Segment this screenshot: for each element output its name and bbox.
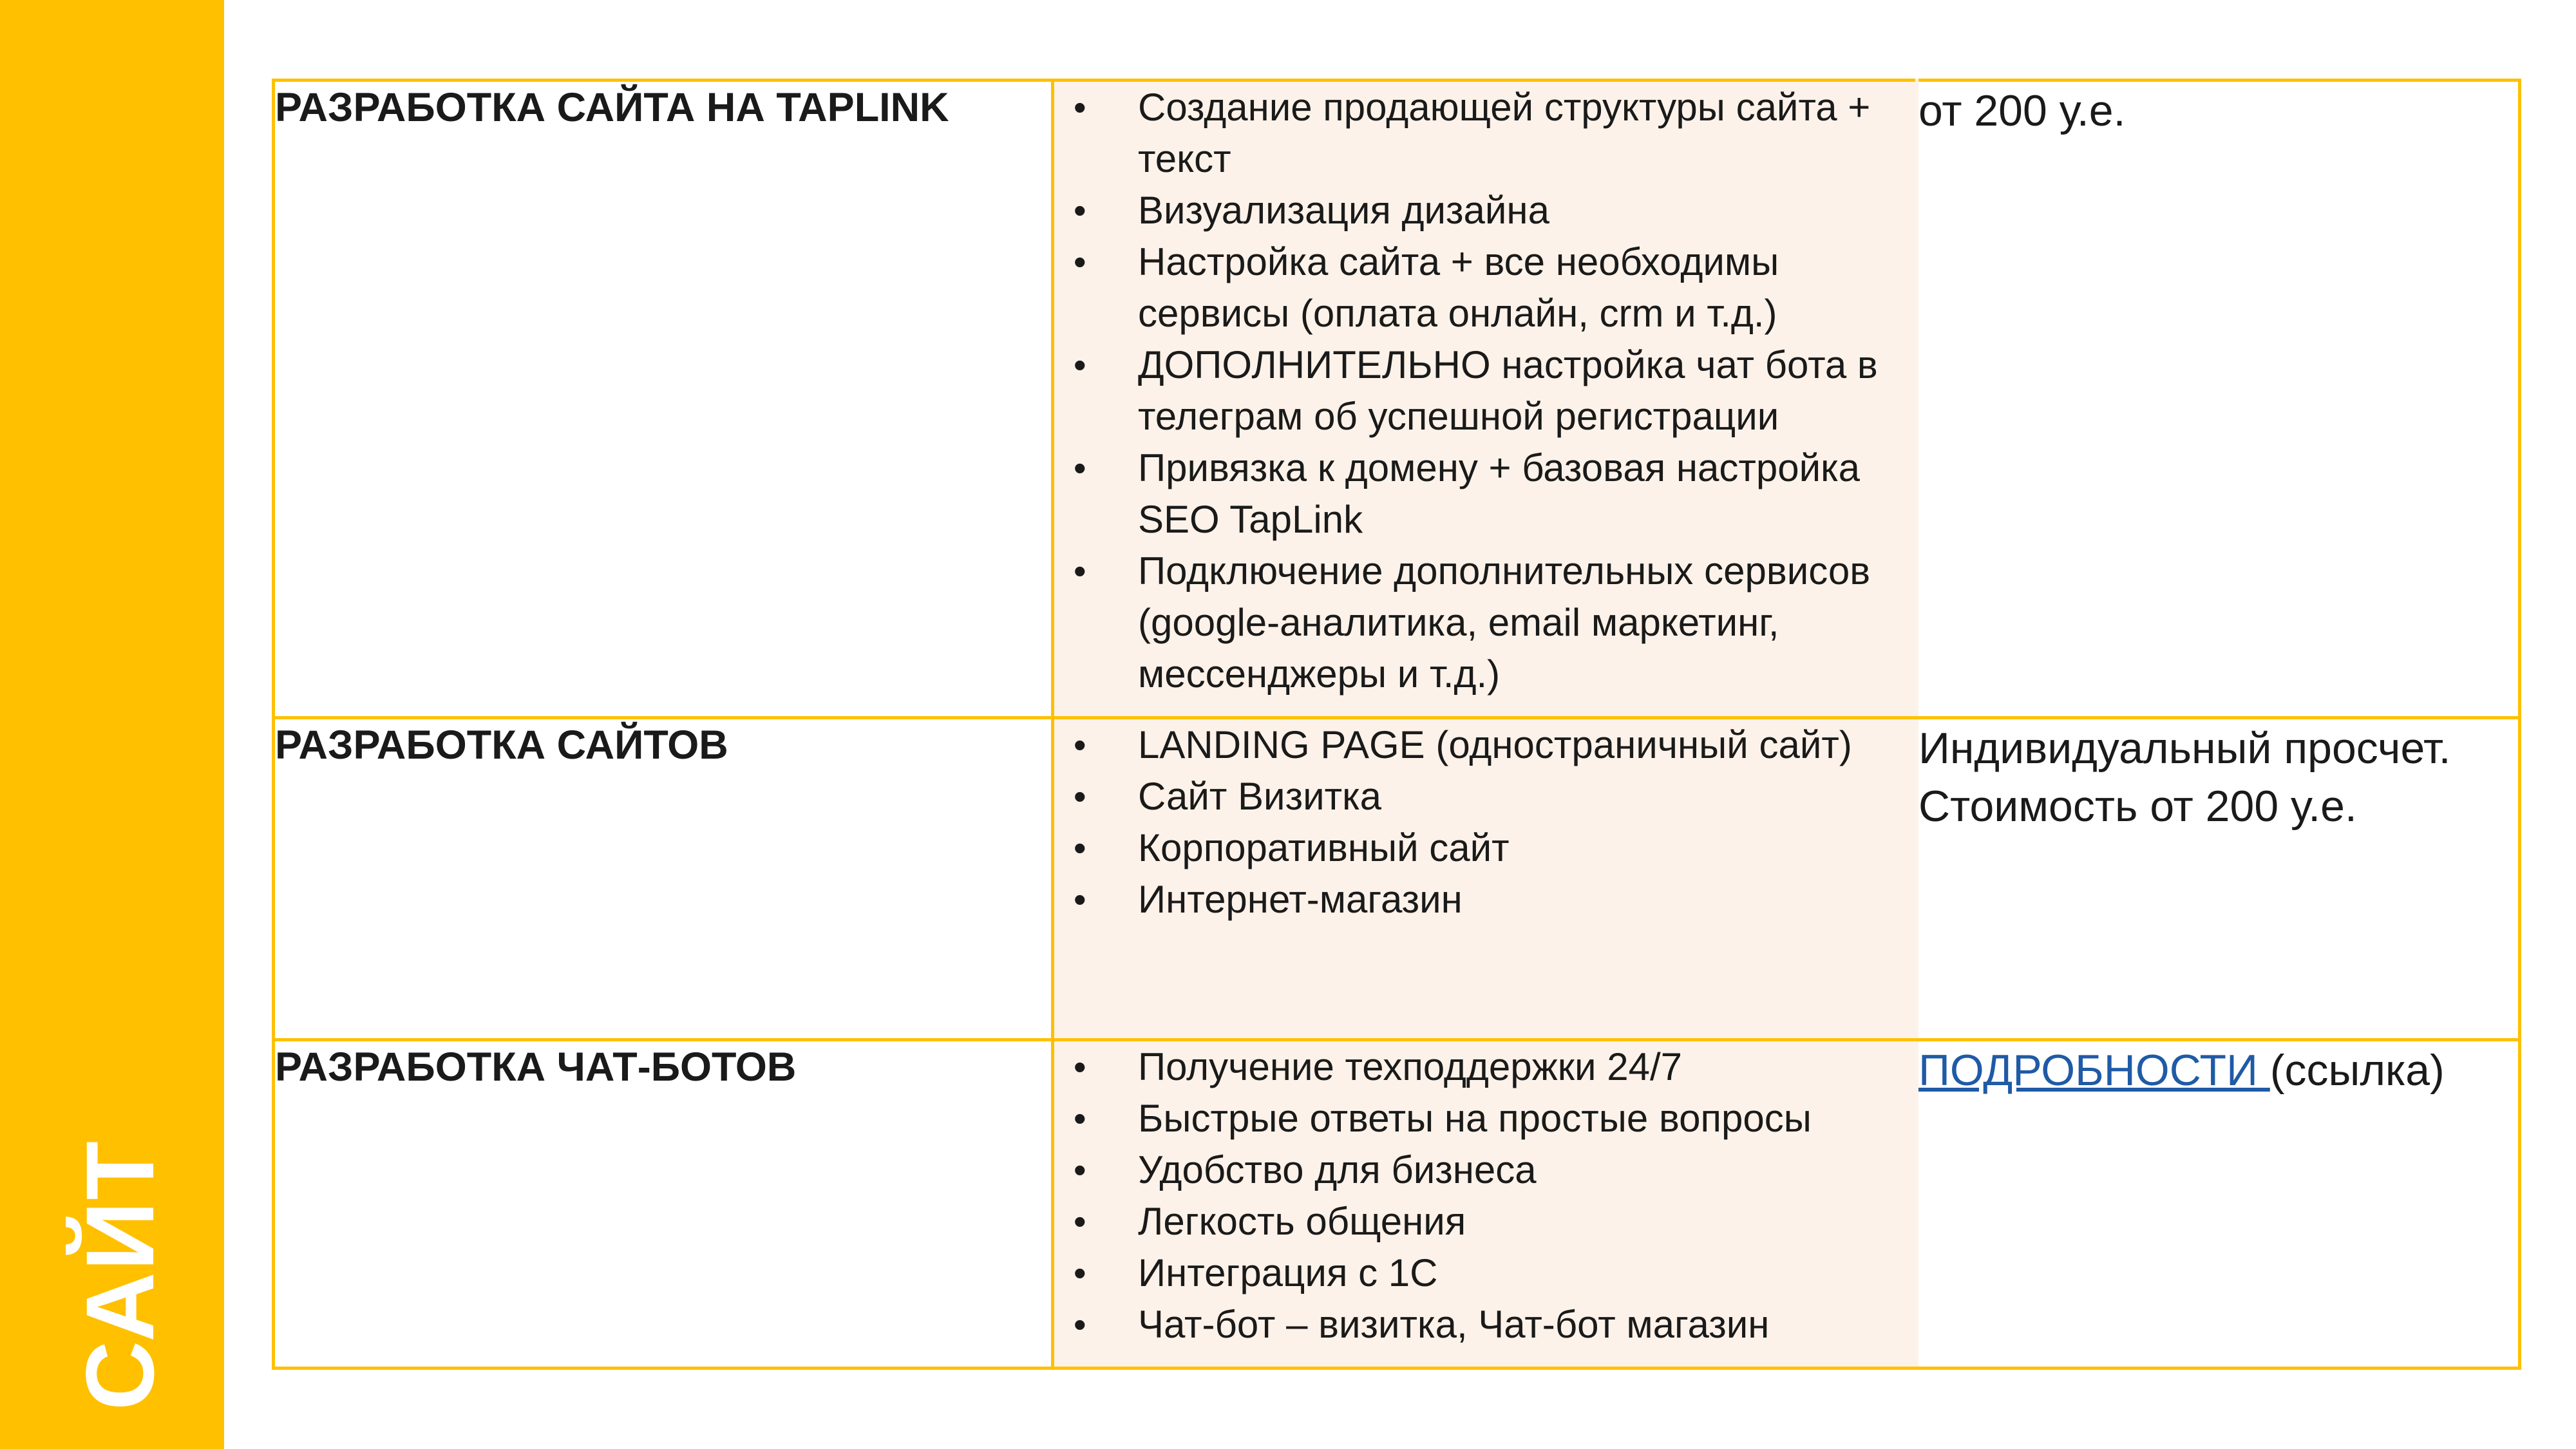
list-item: • Корпоративный сайт <box>1054 822 1915 874</box>
price-cell: от 200 у.е. <box>1917 80 2520 718</box>
sidebar-band <box>0 0 224 1449</box>
feature-list <box>1054 719 1915 925</box>
list-item: • Получение техподдержки 24/7 <box>1054 1041 1915 1093</box>
list-item: • LANDING PAGE (одностраничный сайт) <box>1054 719 1915 771</box>
service-name: РАЗРАБОТКА ЧАТ-БОТОВ <box>274 1040 1053 1368</box>
link-suffix: (ссылка) <box>2269 1046 2445 1095</box>
features-cell <box>1053 80 1917 718</box>
list-item: • ДОПОЛНИТЕЛЬНО настройка чат бота в телеграм об успешной регистрации <box>1054 339 1915 442</box>
table-row-chatbots <box>274 1040 2520 1368</box>
service-name: РАЗРАБОТКА САЙТОВ <box>274 718 1053 1040</box>
list-item: • Чат-бот – визитка, Чат-бот магазин <box>1054 1299 1915 1350</box>
service-name: РАЗРАБОТКА САЙТА НА TAPLINK <box>274 80 1053 718</box>
list-item: • Легкость общения <box>1054 1196 1915 1247</box>
price-cell <box>1917 718 2520 1040</box>
price-line: Стоимость от 200 у.е. <box>1918 782 2357 831</box>
list-item: • Сайт Визитка <box>1054 771 1915 822</box>
feature-list <box>1054 82 1915 700</box>
list-item: • Интеграция с 1С <box>1054 1247 1915 1299</box>
features-cell <box>1053 1040 1917 1368</box>
sidebar-title: САЙТ <box>66 1139 174 1411</box>
list-item: • Интернет-магазин <box>1054 874 1915 925</box>
price-line: Индивидуальный просчет. <box>1918 724 2451 773</box>
list-item: • Быстрые ответы на простые вопросы <box>1054 1093 1915 1144</box>
table-row-taplink <box>274 80 2520 718</box>
feature-list <box>1054 1041 1915 1350</box>
list-item: • Создание продающей структуры сайта + текст <box>1054 82 1915 185</box>
table-row-websites <box>274 718 2520 1040</box>
features-cell <box>1053 718 1917 1040</box>
details-link[interactable]: ПОДРОБНОСТИ <box>1918 1046 2270 1095</box>
list-item: • Подключение дополнительных сервисов (google-аналитика, email маркетинг, мессенджеры и т.д.) <box>1054 545 1915 700</box>
list-item: • Удобство для бизнеса <box>1054 1144 1915 1196</box>
list-item: • Настройка сайта + все необходимы сервисы (оплата онлайн, crm и т.д.) <box>1054 236 1915 339</box>
list-item: • Привязка к домену + базовая настройка SEO TapLink <box>1054 442 1915 545</box>
price-cell <box>1917 1040 2520 1368</box>
list-item: • Визуализация дизайна <box>1054 185 1915 236</box>
services-table <box>272 79 2521 1370</box>
